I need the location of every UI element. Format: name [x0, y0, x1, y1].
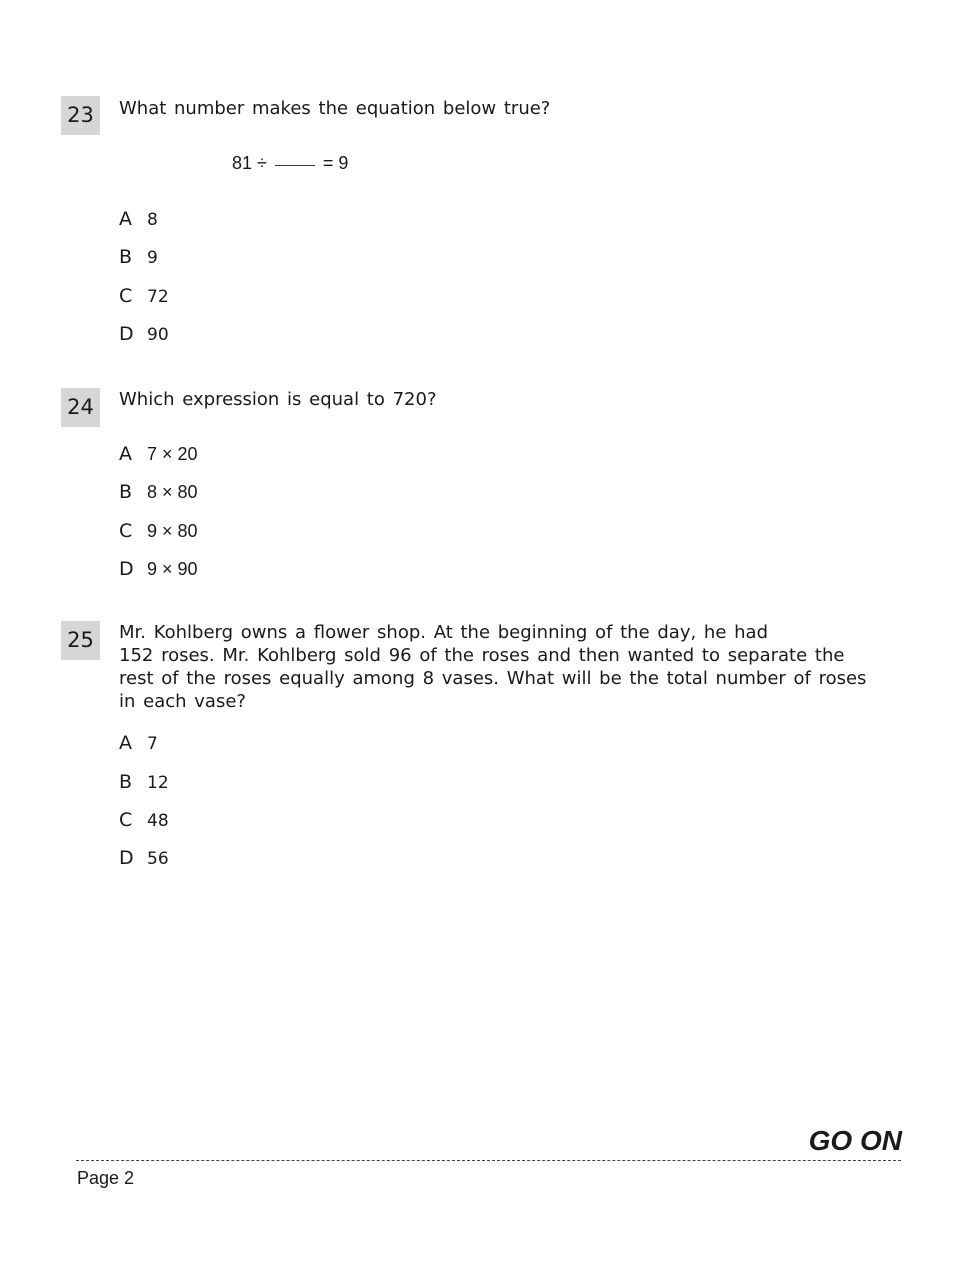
choice-letter: D	[119, 847, 134, 869]
question-24-choice-c[interactable]	[119, 520, 198, 543]
question-25-choice-a[interactable]	[119, 732, 158, 755]
footer-divider	[76, 1160, 901, 1161]
question-24-choice-b[interactable]	[119, 481, 198, 504]
question-24-text: Which expression is equal to 720?	[119, 389, 437, 410]
question-number-24: 24	[61, 388, 100, 427]
choice-value: 56	[147, 849, 169, 869]
question-25-line-4: in each vase?	[119, 691, 246, 712]
question-23-choice-c[interactable]	[119, 285, 169, 308]
question-23-choice-b[interactable]	[119, 246, 158, 269]
choice-letter: B	[119, 481, 133, 503]
question-25-choice-c[interactable]	[119, 809, 169, 832]
question-25-line-1: Mr. Kohlberg owns a flower shop. At the beginning of the day, he had	[119, 622, 769, 643]
question-23-equation	[232, 152, 348, 174]
choice-value: 9 × 90	[147, 559, 198, 579]
choice-letter: B	[119, 246, 133, 268]
choice-value: 7 × 20	[147, 444, 198, 464]
choice-letter: A	[119, 208, 132, 230]
question-25-choice-d[interactable]	[119, 847, 169, 870]
choice-value: 9 × 80	[147, 521, 198, 541]
choice-letter: A	[119, 732, 132, 754]
choice-letter: D	[119, 558, 134, 580]
question-23-choice-d[interactable]	[119, 323, 169, 346]
choice-letter: B	[119, 771, 133, 793]
equation-left: 81 ÷	[232, 153, 267, 173]
equation-blank	[275, 164, 315, 166]
choice-value: 48	[147, 811, 169, 831]
choice-letter: C	[119, 809, 133, 831]
choice-value: 12	[147, 773, 169, 793]
question-23-choice-a[interactable]	[119, 208, 158, 231]
page-number: Page 2	[77, 1168, 135, 1188]
question-23-text: What number makes the equation below true?	[119, 98, 551, 119]
choice-value: 7	[147, 734, 158, 754]
question-24-choice-d[interactable]	[119, 558, 198, 581]
choice-letter: C	[119, 520, 133, 542]
choice-value: 8	[147, 210, 158, 230]
choice-value: 8 × 80	[147, 482, 198, 502]
choice-value: 9	[147, 248, 158, 268]
choice-letter: C	[119, 285, 133, 307]
question-25-text	[119, 621, 894, 713]
choice-value: 90	[147, 325, 169, 345]
question-25-line-2: 152 roses. Mr. Kohlberg sold 96 of the roses and then wanted to separate the	[119, 645, 845, 666]
question-25-choice-b[interactable]	[119, 771, 169, 794]
question-25-line-3: rest of the roses equally among 8 vases. What will be the total number of roses	[119, 668, 867, 689]
choice-value: 72	[147, 287, 169, 307]
question-24-choice-a[interactable]	[119, 443, 198, 466]
choice-letter: D	[119, 323, 134, 345]
equation-right: = 9	[322, 153, 349, 173]
go-on-label: GO ON	[808, 1125, 902, 1156]
question-number-23: 23	[61, 96, 100, 135]
question-number-25: 25	[61, 621, 100, 660]
choice-letter: A	[119, 443, 132, 465]
